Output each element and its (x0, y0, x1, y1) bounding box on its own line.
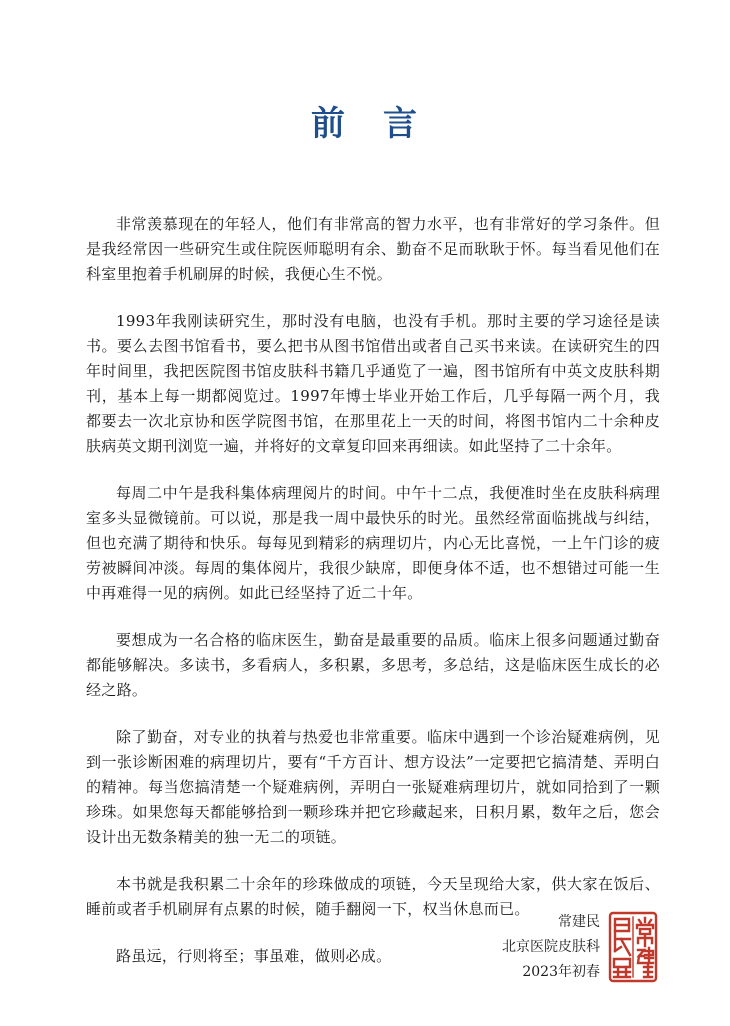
preface-body (86, 212, 660, 969)
paragraph: 本书就是我积累二十余年的珍珠做成的项链，今天呈现给大家，供大家在饭后、睡前或者手机刷屏有点累的时候，随手翻阅一下，权当休息而已。 (86, 875, 660, 918)
signature-block (470, 910, 600, 985)
paragraph: 每周二中午是我科集体病理阅片的时间。中午十二点，我便准时坐在皮肤科病理室多头显微镜前。可以说，那是我一周中最快乐的时光。虽然经常面临挑战与纠结，但也充满了期待和快乐。每每见到精彩的病理切片，内心无比喜悦，一上午门诊的疲劳被瞬间冲淡。每周的集体阅片，我很少缺席，即便身体不适，也不想错过可能一生中再难得一见的病例。如此已经坚持了近二十年。 (86, 484, 660, 602)
paragraph: 要想成为一名合格的临床医生，勤奋是最重要的品质。临床上很多问题通过勤奋都能够解决。多读书，多看病人，多积累，多思考，多总结，这是临床医生成长的必经之路。 (86, 631, 660, 699)
signing-date: 2023年初春 (522, 964, 600, 980)
author-affiliation: 北京医院皮肤科 (502, 939, 600, 955)
closing-motto: 路虽远，行则将至；事虽难，做则必成。 (116, 947, 392, 965)
seal-stamp-icon (608, 911, 658, 983)
page-title: 前 言 (311, 104, 419, 144)
author-name: 常建民 (558, 914, 600, 930)
paragraph: 1993年我刚读研究生，那时没有电脑，也没有手机。那时主要的学习途径是读书。要么去图书馆看书，要么把书从图书馆借出或者自己买书来读。在读研究生的四年时间里，我把医院图书馆皮肤科书籍几乎通览了一遍，图书馆所有中英文皮肤科期刊，基本上每一期都阅览过。1997年博士毕业开始工作后，几乎每隔一两个月，我都要去一次北京协和医学院图书馆，在那里花上一天的时间，将图书馆内二十余种皮肤病英文期刊浏览一遍，并将好的文章复印回来再细读。如此坚持了二十余年。 (86, 312, 660, 455)
paragraph: 除了勤奋，对专业的执着与热爱也非常重要。临床中遇到一个诊治疑难病例，见到一张诊断困难的病理切片，要有“千方百计、想方设法”一定要把它搞清楚、弄明白的精神。每当您搞清楚一个疑难病例，弄明白一张疑难病理切片，就如同拾到了一颗珍珠。如果您每天都能够拾到一颗珍珠并把它珍藏起来，日积月累，数年之后，您会设计出无数条精美的独一无二的项链。 (86, 728, 660, 846)
paragraph: 非常羡慕现在的年轻人，他们有非常高的智力水平，也有非常好的学习条件。但是我经常因一些研究生或住院医师聪明有余、勤奋不足而耿耿于怀。每当看见他们在科室里抱着手机刷屏的时候，我便心生不悦。 (86, 215, 660, 283)
